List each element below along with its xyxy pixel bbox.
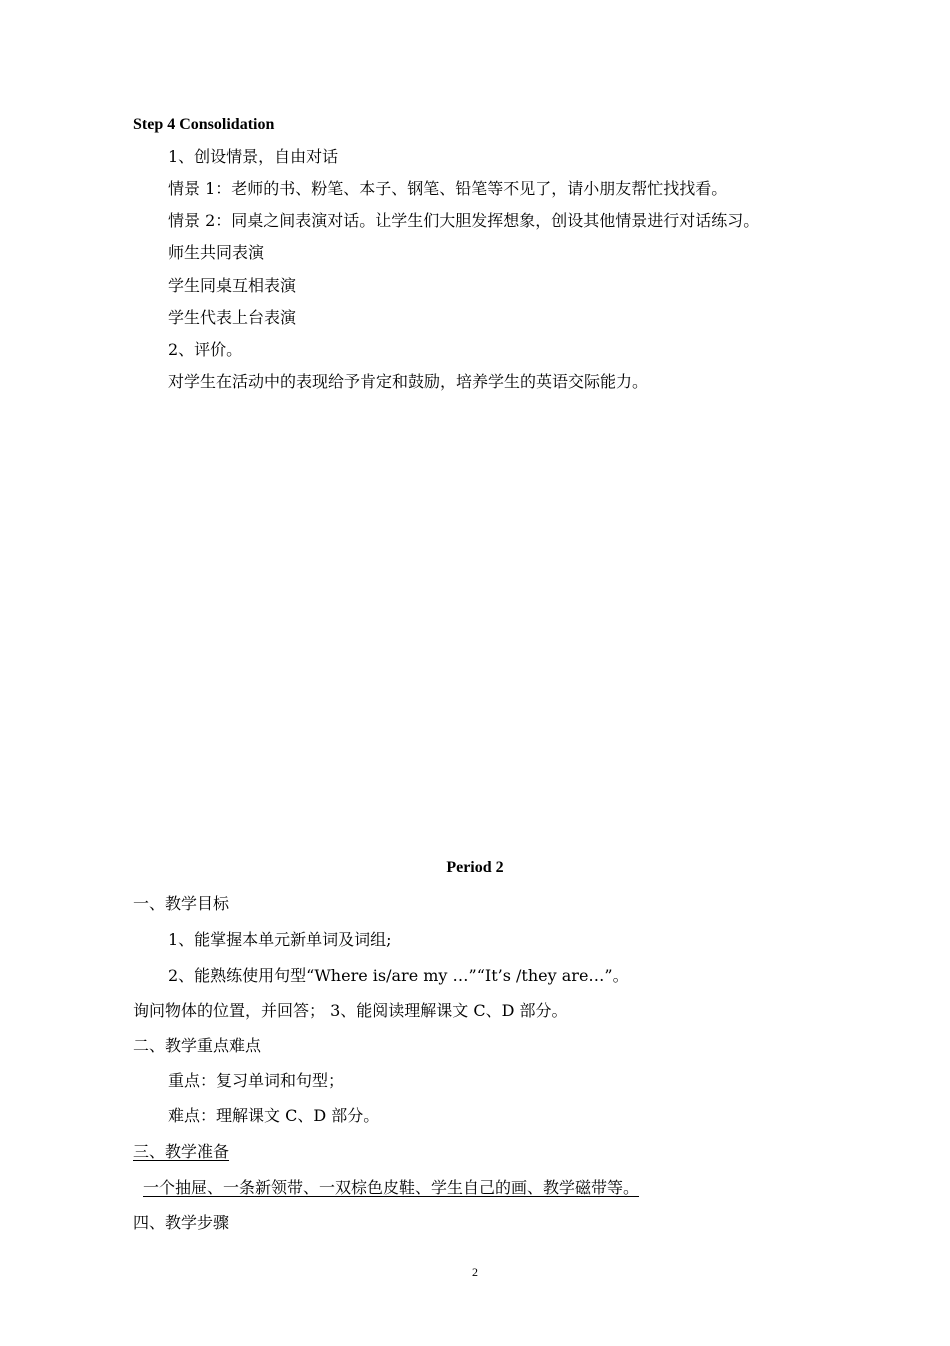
paragraph-line: 学生同桌互相表演 xyxy=(168,276,297,295)
difficulty-item: 难点：理解课文 C、D 部分。 xyxy=(168,1106,380,1125)
objectives-heading: 一、教学目标 xyxy=(133,894,230,913)
section-heading: Step 4 Consolidation xyxy=(133,116,275,133)
paragraph-line: 情景 2：同桌之间表演对话。让学生们大胆发挥想象，创设其他情景进行对话练习。 xyxy=(168,211,760,230)
paragraph-line: 情景 1：老师的书、粉笔、本子、钢笔、铅笔等不见了，请小朋友帮忙找找看。 xyxy=(168,179,728,198)
keypoint-item: 重点：复习单词和句型； xyxy=(168,1071,345,1090)
period-title: Period 2 xyxy=(446,859,504,876)
keypoints-heading: 二、教学重点难点 xyxy=(133,1036,262,1055)
objective-item: 1、能掌握本单元新单词及词组; xyxy=(168,930,392,949)
paragraph-line: 对学生在活动中的表现给予肯定和鼓励，培养学生的英语交际能力。 xyxy=(168,372,649,391)
paragraph-line: 师生共同表演 xyxy=(168,243,265,262)
page-number: 2 xyxy=(472,1265,478,1279)
paragraph-line: 2、评价。 xyxy=(168,340,243,359)
prep-heading: 三、教学准备 xyxy=(133,1142,230,1161)
prep-items: 一个抽屉、一条新领带、一双棕色皮鞋、学生自己的画、教学磁带等。 xyxy=(143,1178,640,1197)
paragraph-line: 1、创设情景，自由对话 xyxy=(168,147,339,166)
objective-item: 2、能熟练使用句型“Where is/are my …”“It’s /they are…”。 xyxy=(168,966,629,985)
steps-heading: 四、教学步骤 xyxy=(133,1213,230,1232)
objective-item: 询问物体的位置，并回答； 3、能阅读理解课文 C、D 部分。 xyxy=(133,1001,568,1020)
paragraph-line: 学生代表上台表演 xyxy=(168,308,297,327)
